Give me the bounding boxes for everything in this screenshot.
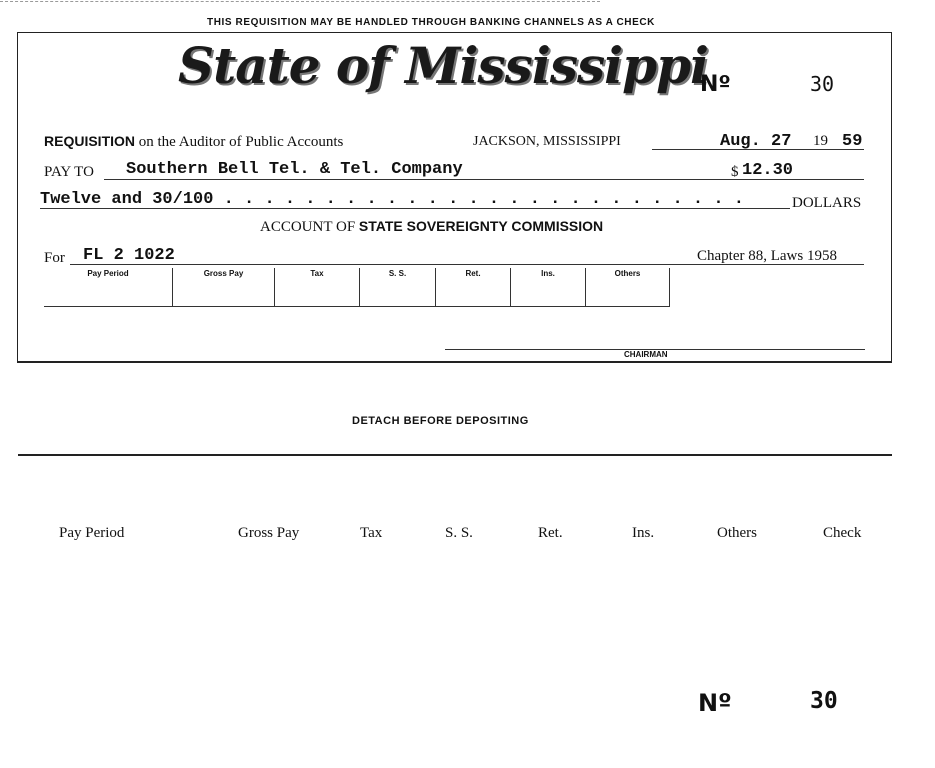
- chairman-label: CHAIRMAN: [624, 350, 668, 359]
- stub-divider: [18, 454, 892, 456]
- requisition-label: REQUISITION: [44, 133, 136, 149]
- grid-ss: S. S.: [359, 268, 435, 306]
- city-label: JACKSON, MISSISSIPPI: [473, 134, 621, 149]
- stub-ret: Ret.: [538, 525, 563, 541]
- stub-others: Others: [717, 525, 757, 541]
- date-century: 19: [813, 133, 828, 149]
- detach-notice: DETACH BEFORE DEPOSITING: [352, 415, 529, 427]
- amount-value: 12.30: [742, 161, 794, 180]
- amount-words-dots: . . . . . . . . . . . . . . . . . . . . . . . . . .: [223, 190, 744, 209]
- stub-pay-period: Pay Period: [59, 525, 125, 541]
- dollar-sign: $: [731, 164, 739, 180]
- stub-ins: Ins.: [632, 525, 655, 541]
- account-name: STATE SOVEREIGNTY COMMISSION: [358, 218, 604, 234]
- grid-bottom-line: [44, 306, 670, 307]
- grid-gross-pay: Gross Pay: [172, 268, 274, 306]
- grid-ret: Ret.: [435, 268, 510, 306]
- date-day: Aug. 27: [720, 132, 792, 151]
- stub-number: 30: [810, 688, 838, 714]
- grid-others: Others: [585, 268, 670, 306]
- stub-ss: S. S.: [445, 525, 473, 541]
- payee-name: Southern Bell Tel. & Tel. Company: [126, 160, 463, 179]
- requisition-line: [44, 133, 343, 151]
- stub-tax: Tax: [360, 525, 383, 541]
- chapter-text: Chapter 88, Laws 1958: [697, 248, 837, 264]
- date-year: 59: [842, 132, 863, 151]
- for-label: For: [44, 250, 65, 266]
- grid-ins: Ins.: [510, 268, 585, 306]
- stub-gross-pay: Gross Pay: [238, 525, 300, 541]
- number-symbol: Nº: [700, 72, 731, 97]
- requisition-text: on the Auditor of Public Accounts: [138, 134, 344, 150]
- grid-tax: Tax: [274, 268, 359, 306]
- pay-to-label: PAY TO: [44, 164, 94, 180]
- stub-check: Check: [823, 525, 862, 541]
- banking-notice: THIS REQUISITION MAY BE HANDLED THROUGH BANKING CHANNELS AS A CHECK: [207, 17, 655, 28]
- requisition-number: 30: [810, 72, 835, 96]
- stub-number-symbol: Nº: [698, 689, 732, 717]
- state-title: State of Mississippi: [178, 36, 709, 95]
- amount-words-text: Twelve and 30/100: [40, 190, 214, 209]
- account-line: [260, 218, 603, 236]
- grid-pay-period: Pay Period: [87, 269, 129, 278]
- perforation-top: [0, 1, 600, 2]
- dollars-label: DOLLARS: [792, 195, 862, 211]
- amount-words: [40, 190, 744, 209]
- for-value: FL 2 1022: [83, 246, 175, 265]
- account-prefix: ACCOUNT OF: [260, 219, 356, 235]
